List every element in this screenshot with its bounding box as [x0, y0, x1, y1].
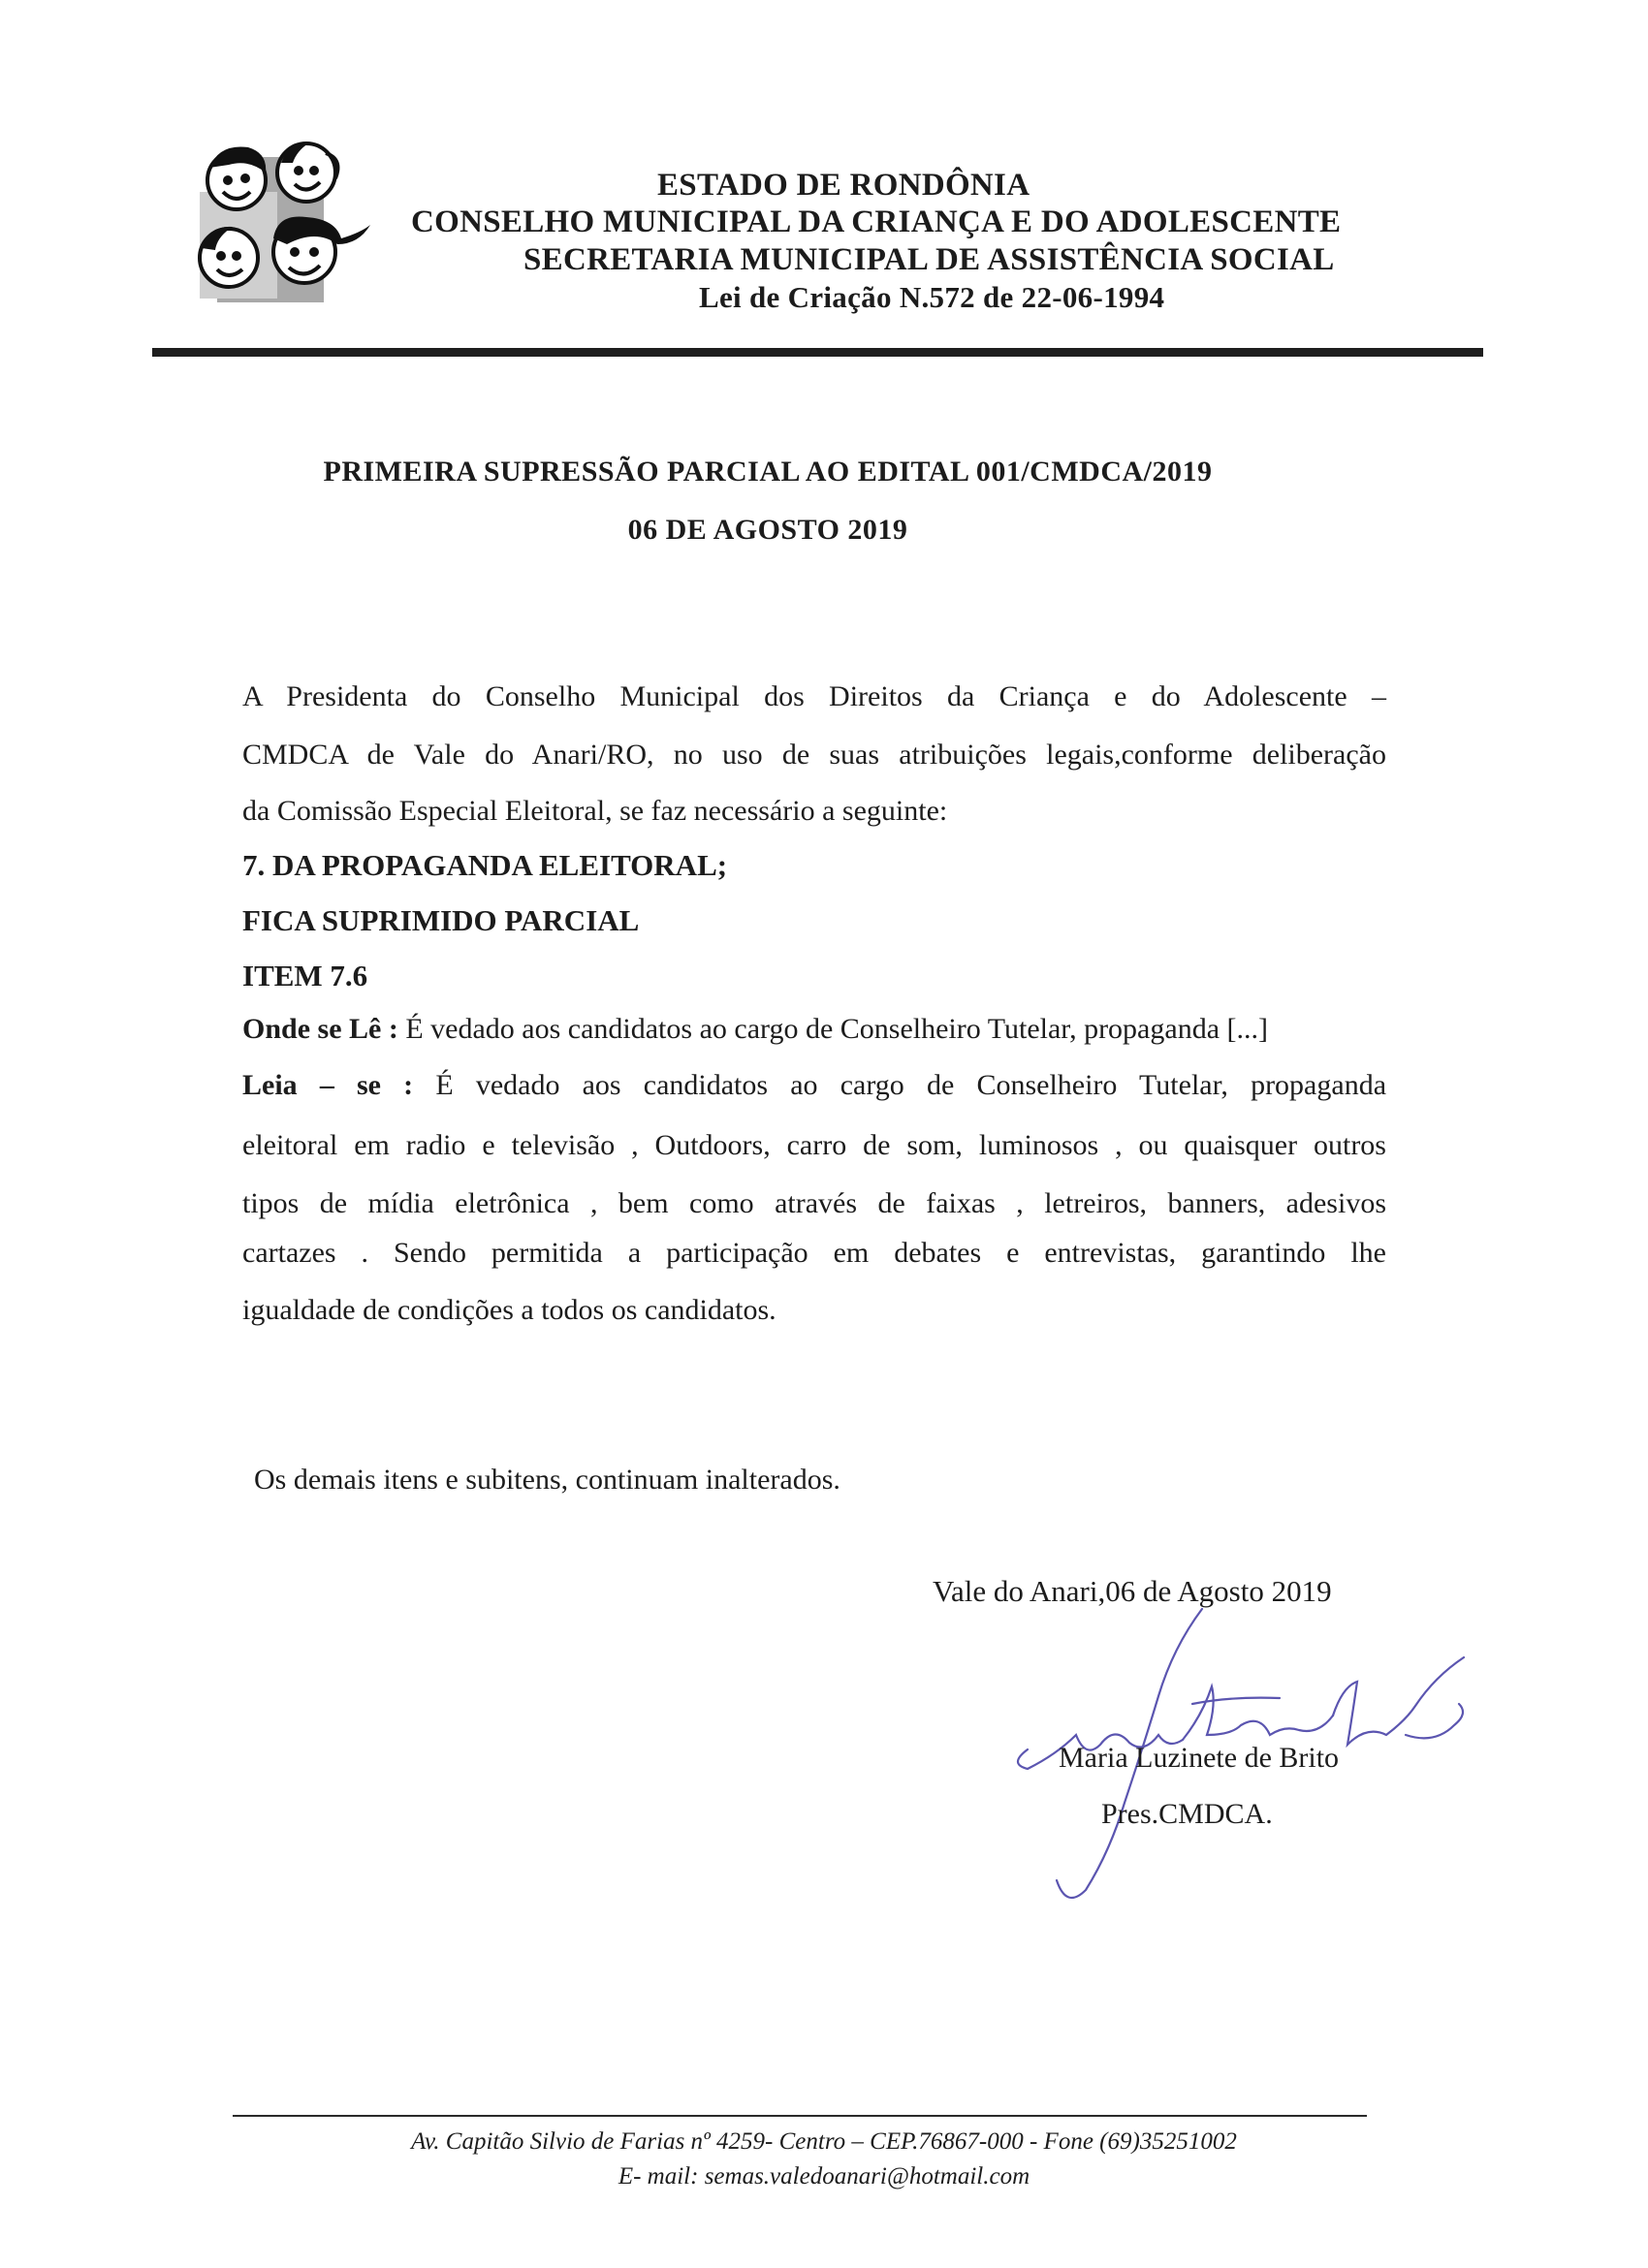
leia-se-text: É vedado aos candidatos ao cargo de Conselheiro Tutelar, propaganda [413, 1069, 1387, 1101]
signer-role: Pres.CMDCA. [1101, 1798, 1273, 1830]
leia-se-label: Leia – se : [242, 1069, 414, 1101]
onde-se-le-line [242, 1013, 1268, 1046]
document-date-title: 06 DE AGOSTO 2019 [627, 514, 908, 546]
closing-statement: Os demais itens e subitens, continuam inalterados. [254, 1464, 840, 1496]
header-state: ESTADO DE RONDÔNIA [657, 168, 1030, 203]
intro-line: A Presidenta do Conselho Municipal dos Direitos da Criança e do Adolescente – [242, 680, 1386, 712]
suppressed-heading: FICA SUPRIMIDO PARCIAL [242, 903, 640, 937]
header-council: CONSELHO MUNICIPAL DA CRIANÇA E DO ADOLESCENTE [411, 205, 1342, 239]
onde-se-le-text: É vedado aos candidatos ao cargo de Conselheiro Tutelar, propaganda [...] [397, 1013, 1268, 1045]
leia-se-line: cartazes . Sendo permitida a participação em debates e entrevistas, garantindo lhe [242, 1237, 1386, 1269]
leia-se-line: igualdade de condições a todos os candidatos. [242, 1294, 776, 1326]
footer-email: E- mail: semas.valedoanari@hotmail.com [618, 2163, 1030, 2189]
leia-se-line [242, 1069, 1386, 1102]
place-date: Vale do Anari,06 de Agosto 2019 [933, 1574, 1332, 1608]
header-law: Lei de Criação N.572 de 22-06-1994 [699, 280, 1165, 314]
footer-divider [233, 2115, 1367, 2117]
leia-se-line: eleitoral em radio e televisão , Outdoors, carro de som, luminosos , ou quaisquer outros [242, 1129, 1386, 1161]
onde-se-le-label: Onde se Lê : [242, 1013, 398, 1045]
children-faces-logo-icon [180, 124, 386, 318]
signer-name: Maria Luzinete de Brito [1059, 1742, 1340, 1774]
section-heading: 7. DA PROPAGANDA ELEITORAL; [242, 848, 728, 882]
header-secretariat: SECRETARIA MUNICIPAL DE ASSISTÊNCIA SOCIAL [523, 242, 1335, 277]
document-title: PRIMEIRA SUPRESSÃO PARCIAL AO EDITAL 001/CMDCA/2019 [323, 456, 1213, 488]
leia-se-line: tipos de mídia eletrônica , bem como através de faixas , letreiros, banners, adesivos [242, 1187, 1386, 1219]
intro-line: da Comissão Especial Eleitoral, se faz necessário a seguinte: [242, 795, 948, 827]
footer-address: Av. Capitão Silvio de Farias nº 4259- Centro – CEP.76867-000 - Fone (69)35251002 [411, 2128, 1237, 2155]
header-divider [152, 348, 1483, 357]
intro-line: CMDCA de Vale do Anari/RO, no uso de suas atribuições legais,conforme deliberação [242, 739, 1386, 771]
item-heading: ITEM 7.6 [242, 959, 368, 992]
